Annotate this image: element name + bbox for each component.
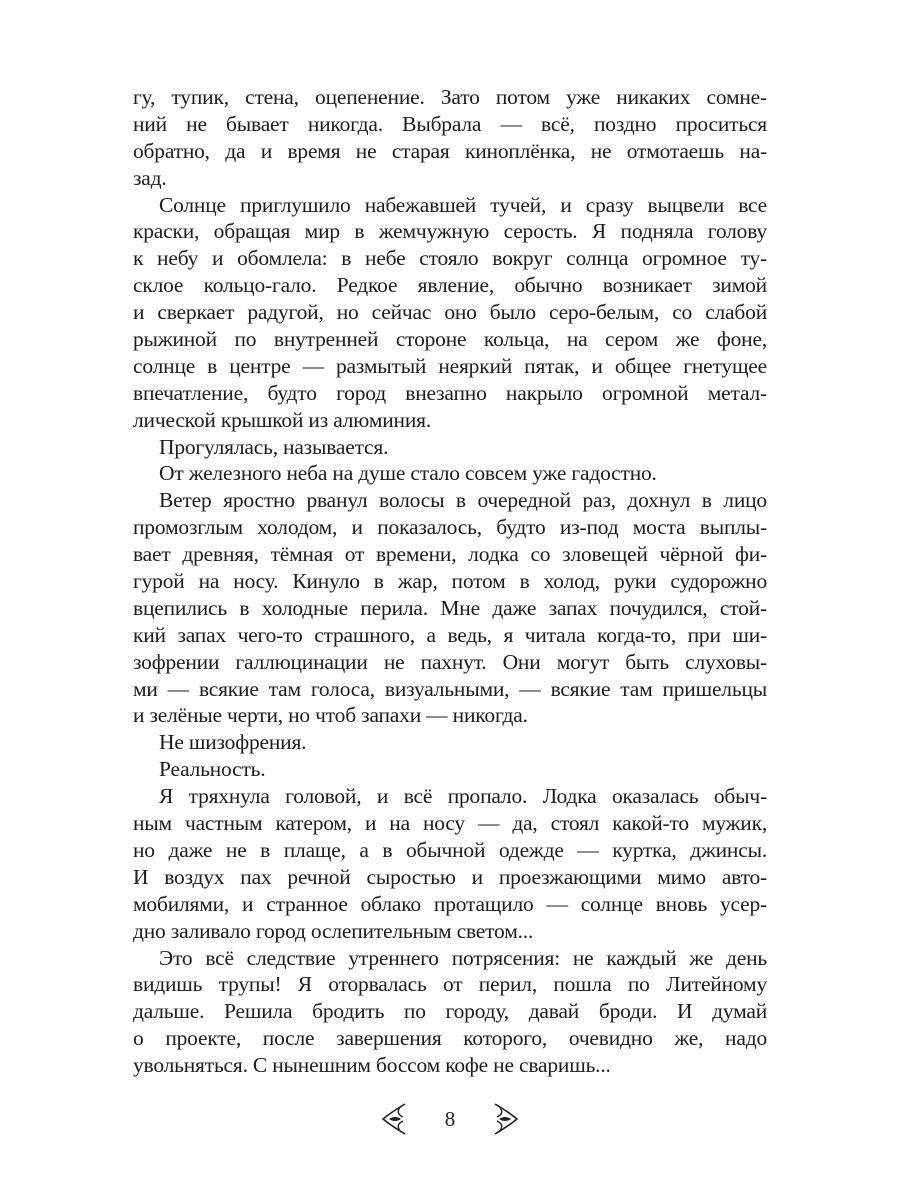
- text-line: о проекте, после завершения которого, очевидно же, надо: [133, 1026, 767, 1051]
- page-body-text: [133, 84, 767, 1079]
- text-line: вает древняя, тёмная от времени, лодка со зловещей чёрной фи-: [133, 542, 767, 567]
- text-line: дно заливало город ослепительным светом...: [133, 918, 534, 943]
- text-line: склое кольцо-гало. Редкое явление, обычно возникает зимой: [133, 273, 767, 298]
- text-line: солнце в центре — размытый неяркий пятак, и общее гнетущее: [133, 353, 767, 378]
- text-line: лической крышкой из алюминия.: [133, 407, 432, 432]
- text-line: Реальность.: [159, 757, 266, 782]
- text-line: Не шизофрения.: [159, 730, 307, 755]
- text-line: вцепились в холодные перила. Мне даже запах почудился, стой-: [133, 595, 767, 620]
- text-line: зад.: [133, 165, 167, 190]
- text-line: Это всё следствие утреннего потрясения: не каждый же день: [159, 945, 767, 970]
- text-line: рыжиной по внутренней стороне кольца, на сером же фоне,: [133, 327, 767, 352]
- text-line: гу, тупик, стена, оцепенение. Зато потом уже никаких сомне-: [133, 85, 767, 109]
- text-line: увольняться. С нынешним боссом кофе не сваришь...: [133, 1053, 611, 1078]
- text-line: зофрении галлюцинации не пахнут. Они могут быть слуховы-: [133, 649, 767, 674]
- text-line: гурой на носу. Кинуло в жар, потом в холод, руки судорожно: [133, 569, 767, 594]
- left-ornament-icon: [381, 1102, 409, 1136]
- text-line: Я тряхнула головой, и всё пропало. Лодка оказалась обыч-: [159, 784, 767, 809]
- text-line: ным частным катером, и на носу — да, стоял какой-то мужик,: [133, 811, 767, 836]
- text-line: И воздух пах речной сыростью и проезжающими мимо авто-: [133, 864, 767, 889]
- text-line: видишь трупы! Я оторвалась от перил, пошла по Литейному: [133, 972, 767, 997]
- text-line: ми — всякие там голоса, визуальными, — всякие там пришельцы: [133, 676, 767, 701]
- text-line: краски, обращая мир в жемчужную серость. Я подняла голову: [133, 219, 767, 244]
- text-line: и зелёные черти, но чтоб запахи — никогда.: [133, 703, 528, 728]
- text-line: кий запах чего-то страшного, а ведь, я читала когда-то, при ши-: [133, 622, 767, 647]
- page-footer: [0, 1102, 900, 1136]
- text-line: промозглым холодом, и показалось, будто из-под моста выплы-: [133, 515, 767, 540]
- text-line: но даже не в плаще, а в обычной одежде — куртка, джинсы.: [133, 837, 767, 862]
- text-line: От железного неба на душе стало совсем уже гадостно.: [159, 461, 657, 486]
- text-line: Солнце приглушило набежавшей тучей, и сразу выцвели все: [159, 192, 767, 217]
- page-number: 8: [444, 1106, 456, 1131]
- text-line: Прогулялась, называется.: [159, 434, 389, 459]
- text-line: к небу и обомлела: в небе стояло вокруг солнца огромное ту-: [133, 246, 767, 271]
- right-ornament-icon: [491, 1102, 519, 1136]
- text-line: мобилями, и странное облако протащило — солнце вновь усер-: [133, 891, 767, 916]
- text-line: Ветер яростно рванул волосы в очередной раз, дохнул в лицо: [159, 488, 767, 513]
- text-line: впечатление, будто город внезапно накрыло огромной метал-: [133, 380, 767, 405]
- text-line: дальше. Решила бродить по городу, давай броди. И думай: [133, 999, 767, 1024]
- text-line: ний не бывает никогда. Выбрала — всё, поздно проситься: [133, 111, 767, 136]
- text-line: обратно, да и время не старая киноплёнка, не отмотаешь на-: [133, 138, 767, 163]
- text-line: и сверкает радугой, но сейчас оно было серо-белым, со слабой: [133, 300, 767, 325]
